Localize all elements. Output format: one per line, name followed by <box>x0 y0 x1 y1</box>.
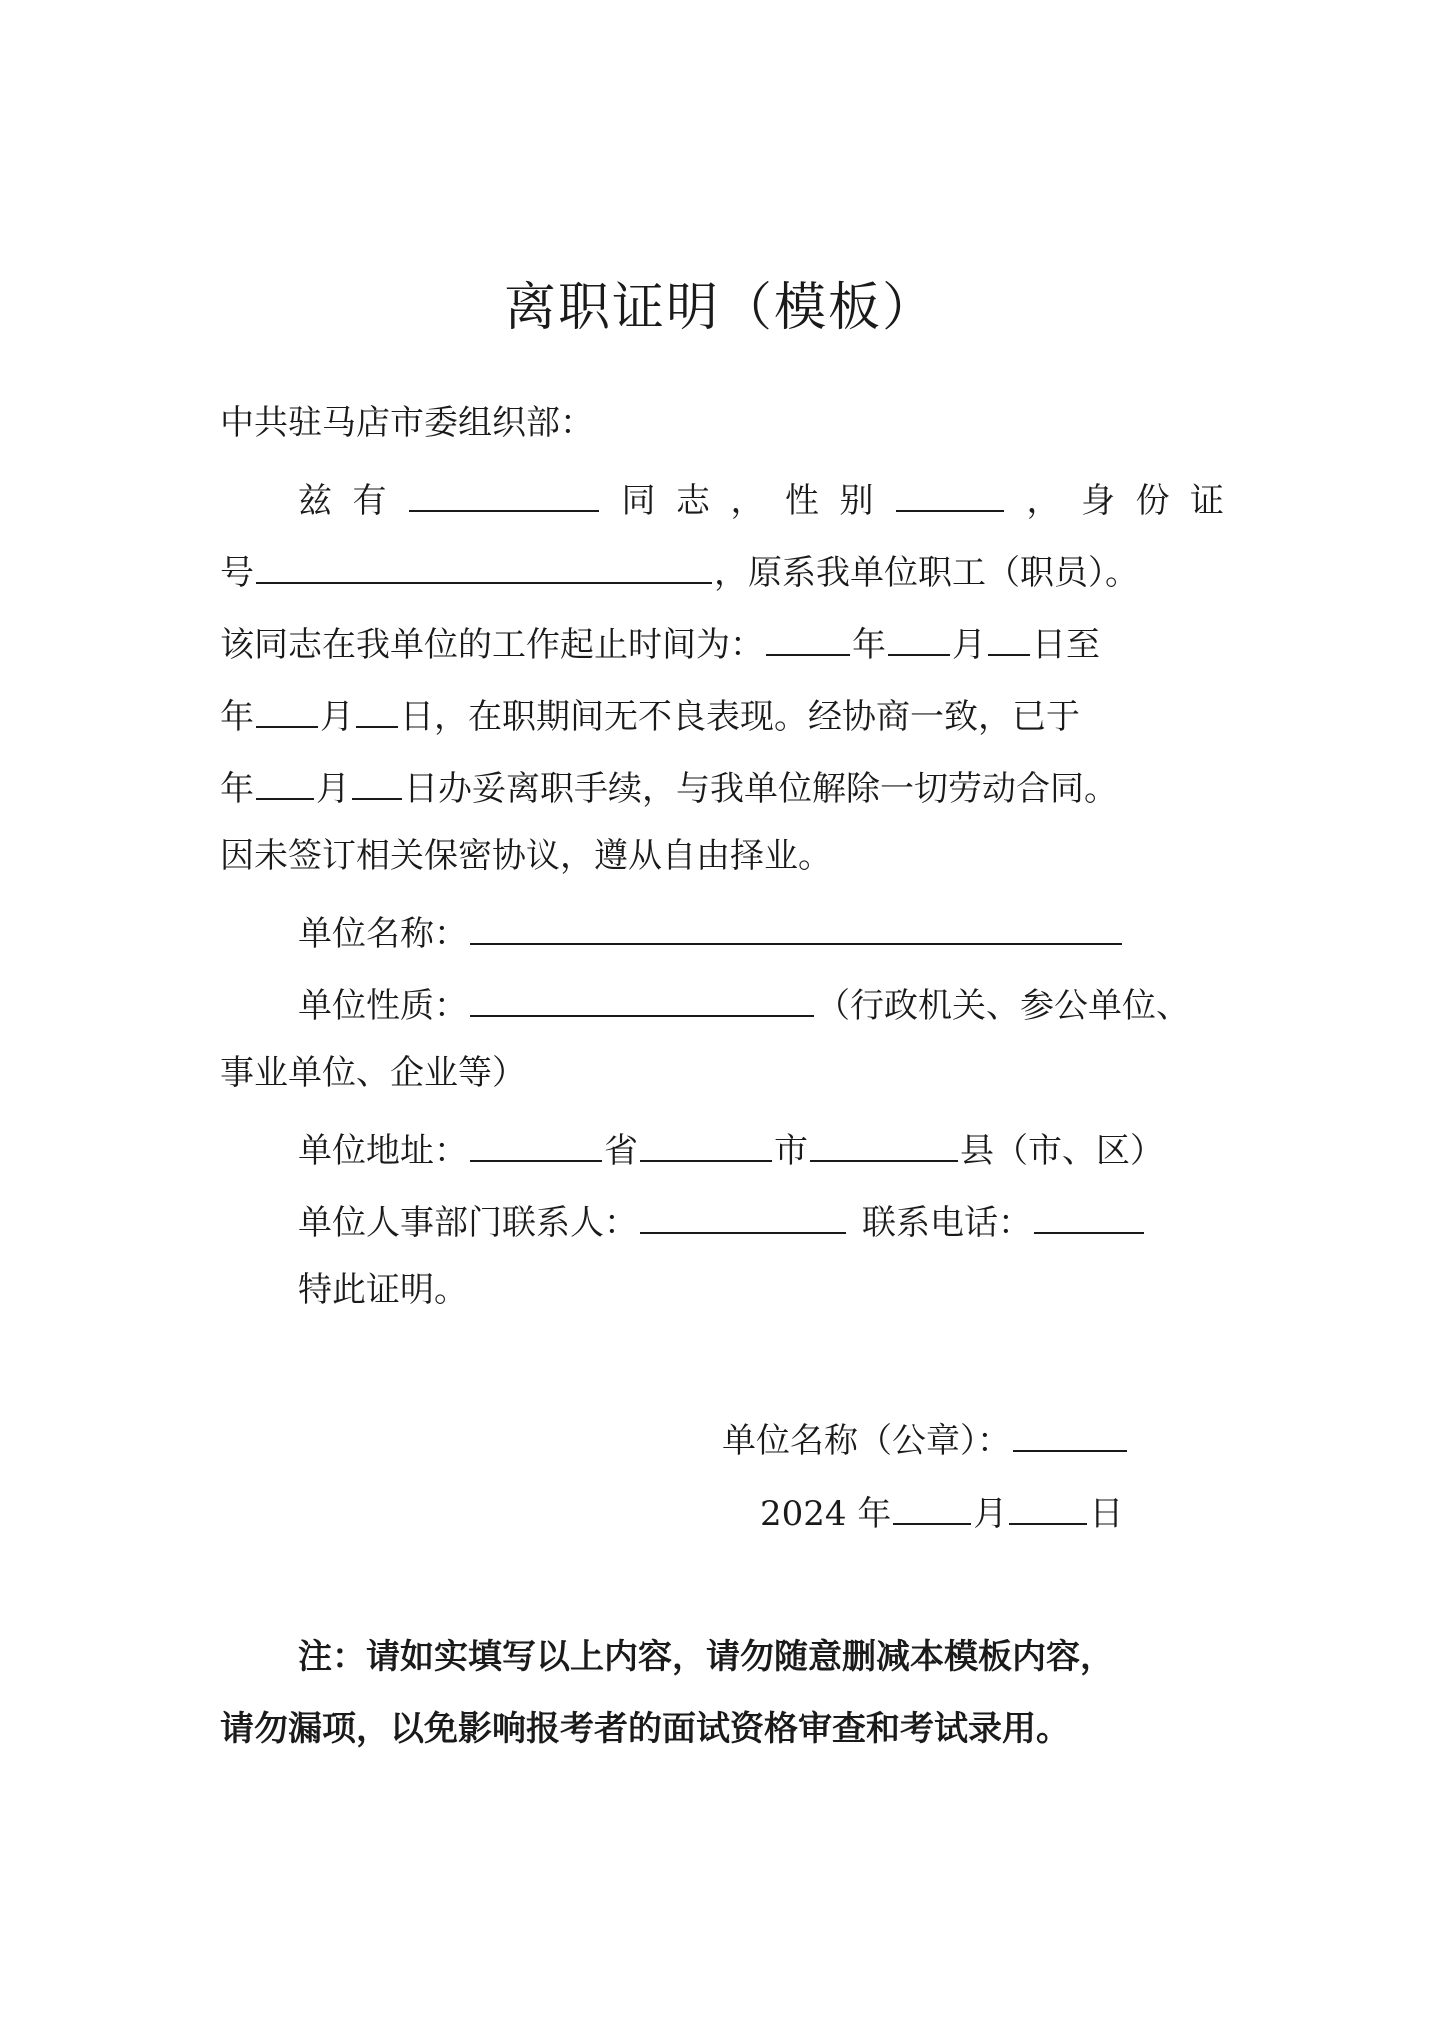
unit-name-label: 单位名称： <box>298 914 468 954</box>
gender-blank[interactable] <box>896 466 1004 512</box>
unit-name-row <box>298 899 1224 959</box>
certify-text: 特此证明。 <box>298 1270 468 1310</box>
body-line-2 <box>220 538 1224 598</box>
text: 志 <box>676 481 710 521</box>
unit-type-hint: （行政机关、参公单位、 <box>816 986 1190 1026</box>
id-number-blank[interactable] <box>256 538 712 584</box>
body-line-4 <box>220 682 1224 742</box>
date-month: 月 <box>973 1494 1008 1534</box>
text: 月 <box>320 697 354 737</box>
text: 别 <box>839 481 874 521</box>
text: 月 <box>952 625 986 665</box>
body-line-1 <box>298 466 1224 526</box>
text: 身 <box>1081 481 1115 521</box>
unit-name-blank[interactable] <box>470 899 1122 945</box>
text: 同 <box>621 481 656 521</box>
text: 日至 <box>1032 625 1100 665</box>
body-line-6: 因未签订相关保密协议，遵从自由择业。 <box>220 836 832 876</box>
unit-type-blank[interactable] <box>470 971 814 1017</box>
city-label: 市 <box>774 1131 808 1171</box>
province-label: 省 <box>604 1131 638 1171</box>
text: 有 <box>352 481 387 521</box>
unit-type-label: 单位性质： <box>298 986 468 1026</box>
text: 月 <box>316 769 350 809</box>
date-day: 日 <box>1089 1494 1124 1534</box>
city-blank[interactable] <box>640 1116 772 1162</box>
hr-contact-row <box>298 1188 1224 1248</box>
text: 号 <box>220 553 254 593</box>
text: ， <box>730 481 765 521</box>
unit-type-row <box>298 971 1224 1031</box>
county-blank[interactable] <box>810 1116 958 1162</box>
end-day-blank[interactable] <box>356 682 398 728</box>
seal-label: 单位名称（公章）： <box>722 1421 1011 1461</box>
date-row <box>760 1479 1224 1539</box>
seal-row <box>722 1406 1224 1466</box>
text: 性 <box>785 481 819 521</box>
text: 兹 <box>298 481 332 521</box>
start-month-blank[interactable] <box>888 610 950 656</box>
salutation: 中共驻马店市委组织部： <box>220 403 594 443</box>
note-line-2: 请勿漏项，以免影响报考者的面试资格审查和考试录用。 <box>220 1709 1070 1749</box>
phone-blank[interactable] <box>1034 1188 1144 1234</box>
text: 日，在职期间无不良表现。经协商一致，已于 <box>400 697 1080 737</box>
date-day-blank[interactable] <box>1009 1479 1087 1525</box>
address-row <box>298 1116 1224 1176</box>
document-title: 离职证明（模板） <box>503 278 936 338</box>
seal-blank[interactable] <box>1013 1406 1127 1452</box>
text: 年 <box>852 625 886 665</box>
leave-day-blank[interactable] <box>352 754 402 800</box>
text: 证 <box>1190 481 1224 521</box>
text: 年 <box>220 697 254 737</box>
province-blank[interactable] <box>470 1116 602 1162</box>
leave-month-blank[interactable] <box>256 754 314 800</box>
text: ， <box>1026 481 1061 521</box>
date-year: 2024 年 <box>760 1494 892 1534</box>
body-line-5 <box>220 754 1224 814</box>
text: 份 <box>1135 481 1170 521</box>
county-label: 县（市、区） <box>960 1131 1164 1171</box>
start-year-blank[interactable] <box>766 610 850 656</box>
hr-contact-label: 单位人事部门联系人： <box>298 1203 638 1243</box>
text: 该同志在我单位的工作起止时间为： <box>220 625 764 665</box>
text: 日办妥离职手续，与我单位解除一切劳动合同。 <box>404 769 1118 809</box>
note-line-1: 注：请如实填写以上内容，请勿随意删减本模板内容， <box>298 1637 1114 1677</box>
unit-type-hint-cont: 事业单位、企业等） <box>220 1053 526 1093</box>
end-month-blank[interactable] <box>256 682 318 728</box>
start-day-blank[interactable] <box>988 610 1030 656</box>
body-line-3 <box>220 610 1224 670</box>
name-blank[interactable] <box>409 466 599 512</box>
address-label: 单位地址： <box>298 1131 468 1171</box>
date-month-blank[interactable] <box>893 1479 971 1525</box>
text: 年 <box>220 769 254 809</box>
text: ，原系我单位职工（职员）。 <box>714 553 1139 593</box>
phone-label: 联系电话： <box>862 1203 1032 1243</box>
hr-contact-blank[interactable] <box>640 1188 846 1234</box>
